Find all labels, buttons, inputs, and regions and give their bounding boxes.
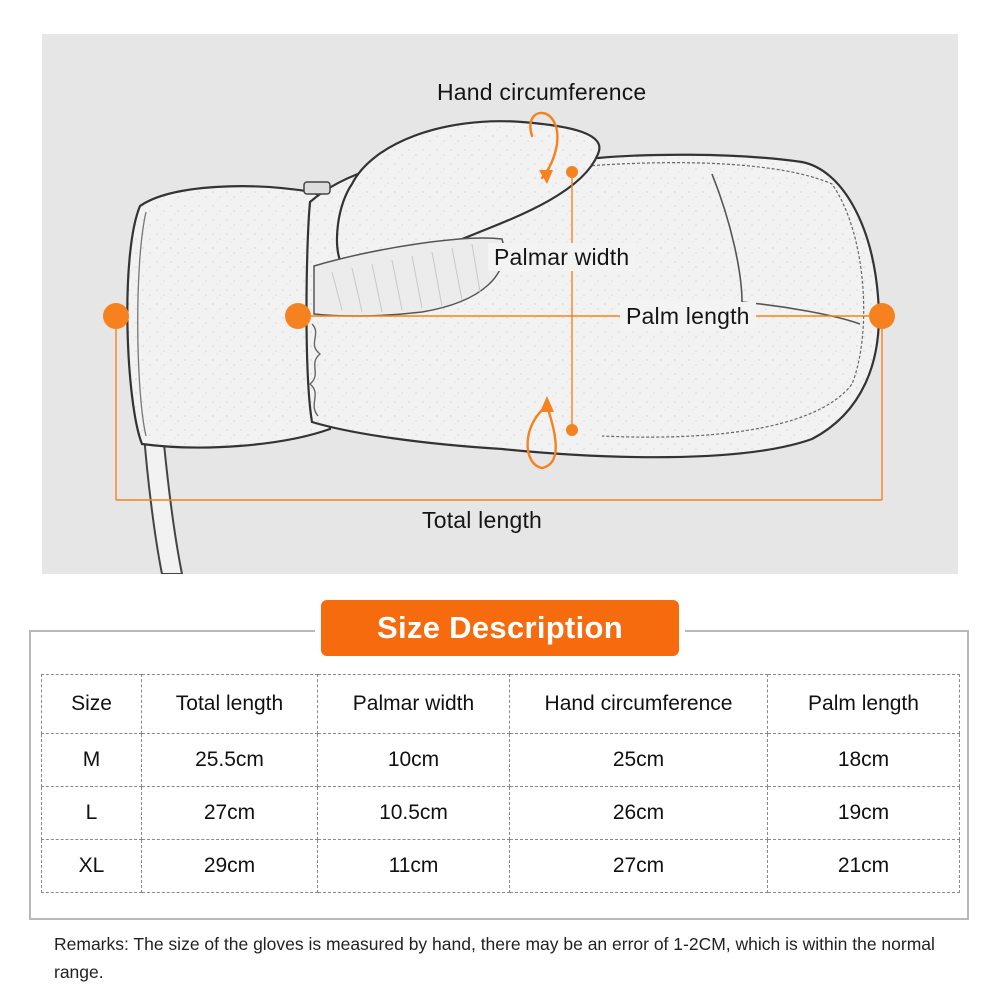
mitten-diagram [42, 34, 958, 574]
header-hand-circumference: Hand circumference [510, 675, 768, 734]
header-palm-length: Palm length [768, 675, 960, 734]
label-total-length: Total length [422, 507, 543, 533]
dot-width-top [566, 166, 578, 178]
cell-size: L [42, 787, 142, 840]
header-total-length: Total length [142, 675, 318, 734]
cell-hand-circumference: 27cm [510, 840, 768, 893]
remarks-text: Remarks: The size of the gloves is measured by hand, there may be an error of 1-2CM, which is within the normal range. [54, 934, 935, 982]
dot-total-left [103, 303, 129, 329]
cell-total-length: 27cm [142, 787, 318, 840]
cell-hand-circumference: 26cm [510, 787, 768, 840]
label-hand-circumference: Hand circumference [437, 79, 647, 105]
cell-palmar-width: 10.5cm [318, 787, 510, 840]
cell-total-length: 29cm [142, 840, 318, 893]
table-row [42, 840, 960, 893]
size-table [41, 674, 960, 893]
cell-palm-length: 21cm [768, 840, 960, 893]
label-palm-length: Palm length [620, 302, 756, 330]
dot-palm-left [285, 303, 311, 329]
header-palmar-width: Palmar width [318, 675, 510, 734]
strap [144, 434, 182, 574]
dot-right [869, 303, 895, 329]
label-palmar-width: Palmar width [488, 243, 635, 271]
cell-palmar-width: 10cm [318, 734, 510, 787]
cell-palm-length: 18cm [768, 734, 960, 787]
table-row [42, 734, 960, 787]
cell-size: XL [42, 840, 142, 893]
cell-palm-length: 19cm [768, 787, 960, 840]
cell-palmar-width: 11cm [318, 840, 510, 893]
measurement-diagram [42, 34, 958, 574]
size-description-title: Size Description [321, 600, 679, 656]
dot-width-bottom [566, 424, 578, 436]
header-size: Size [42, 675, 142, 734]
table-row [42, 787, 960, 840]
cell-size: M [42, 734, 142, 787]
cell-hand-circumference: 25cm [510, 734, 768, 787]
table-header-row [42, 675, 960, 734]
cell-total-length: 25.5cm [142, 734, 318, 787]
